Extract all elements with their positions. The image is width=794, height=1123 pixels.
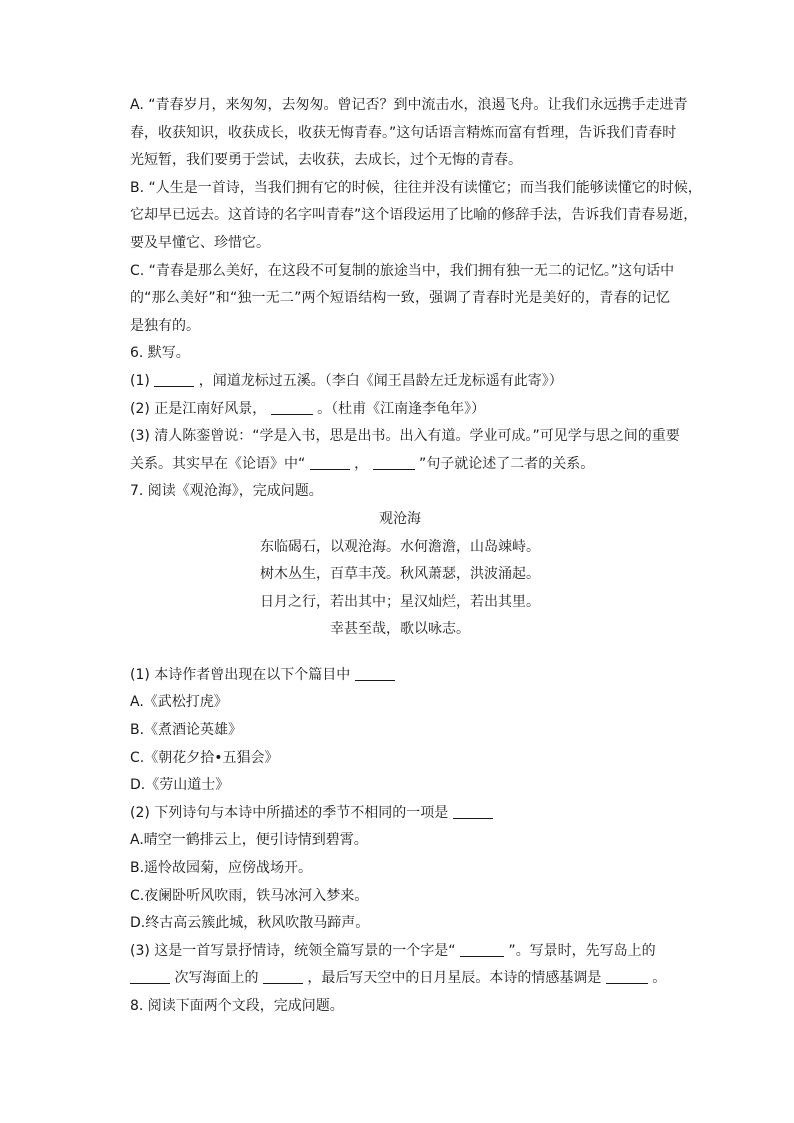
item-3-text: 关系。其实早在《论语》中“	[130, 455, 310, 472]
option-c	[130, 258, 675, 341]
item-3-sep: ，	[349, 455, 373, 472]
sub-3-text-b: 次写海面上的	[170, 970, 263, 987]
answer-blank[interactable]	[606, 967, 648, 984]
sub-2-option-a: A.晴空一鹤排云上，便引诗情到碧霄。	[130, 832, 368, 849]
answer-blank[interactable]	[373, 453, 415, 470]
sub-3-text-cont: ”。写景时，先写岛上的	[503, 942, 656, 959]
option-c-line-1: C. “青春是那么美好，在这段不可复制的旅途当中，我们拥有独一无二的记忆。”这句话中	[130, 262, 675, 279]
item-2-text: (2) 正是江南好风景，	[130, 400, 271, 417]
option-a	[130, 92, 688, 175]
answer-blank[interactable]	[355, 664, 395, 681]
question-6-item-2	[130, 396, 670, 424]
sub-1-option-c: C.《朝花夕拾•五猖会》	[130, 749, 279, 766]
option-b-line-2: 它却早已远去。这首诗的名字叫青春”这个语段运用了比喻的修辞手法，告诉我们青春易逝，	[130, 207, 698, 224]
answer-blank[interactable]	[310, 453, 350, 470]
sub-2-option-d: D.终古高云簇此城，秋风吹散马蹄声。	[130, 915, 370, 932]
poem-title: 观沧海	[379, 510, 421, 527]
sub-1-option-b: B.《煮酒论英雄》	[130, 722, 243, 739]
sub-3-text: (3) 这是一首写景抒情诗，统领全篇写景的一个字是“	[130, 942, 460, 959]
question-7-title: 7. 阅读《观沧海》，完成问题。	[130, 483, 323, 500]
sub-2-option-b: B.遥怜故园菊，应傍战场开。	[130, 860, 313, 877]
question-8-title: 8. 阅读下面两个文段，完成问题。	[130, 998, 344, 1014]
sub-2-text: (2) 下列诗句与本诗中所描述的季节不相同的一项是	[130, 804, 453, 821]
question-6-item-1	[130, 368, 670, 396]
sub-3-text-d: 。	[647, 970, 667, 987]
answer-blank[interactable]	[263, 967, 303, 984]
option-b-line-3: 要及早懂它、珍惜它。	[130, 234, 270, 251]
question-6-item-3-line-1: (3) 清人陈銮曾说：“学是入书，思是出书。出入有道。学业可成。”可见学与思之间的重要	[130, 428, 680, 445]
spacer	[130, 644, 670, 662]
question-7-sub-3-line-2	[130, 965, 670, 993]
answer-blank[interactable]	[271, 398, 313, 415]
sub-2-option-c: C.夜阑卧听风吹雨，铁马冰河入梦来。	[130, 887, 369, 904]
item-1-prefix: (1)	[130, 372, 155, 389]
answer-blank[interactable]	[154, 370, 194, 387]
item-1-text: ，闻道龙标过五溪。（李白《闻王昌龄左迁龙标遥有此寄》）	[194, 372, 563, 389]
option-a-line-1: A. “青春岁月，来匆匆，去匆匆。曾记否？到中流击水，浪遏飞舟。让我们永远携手走进青	[130, 97, 688, 113]
poem-line: 日月之行，若出其中；星汉灿烂，若出其里。	[260, 593, 540, 610]
question-6-item-3-line-2	[130, 451, 670, 479]
option-b-line-1: B. “人生是一首诗，当我们拥有它的时候，往往并没有读懂它；而当我们能够读懂它的时候，	[130, 179, 702, 196]
poem-line: 树木丛生，百草丰茂。秋风萧瑟，洪波涌起。	[260, 566, 540, 583]
option-a-line-2: 春，收获知识，收获成长，收获无悔青春。”这句话语言精炼而富有哲理，告诉我们青春时	[130, 124, 677, 141]
answer-blank[interactable]	[453, 802, 493, 819]
question-6-title: 6. 默写。	[130, 345, 190, 362]
question-7-sub-2	[130, 800, 670, 828]
sub-3-text-c: ，最后写天空中的日月星辰。本诗的情感基调是	[302, 970, 606, 987]
document-body	[130, 92, 702, 1021]
answer-blank[interactable]	[130, 967, 170, 984]
poem-line: 东临碣石，以观沧海。水何澹澹，山岛竦峙。	[260, 538, 540, 555]
poem-line: 幸甚至哉，歌以咏志。	[330, 621, 470, 638]
poem	[130, 506, 670, 644]
sub-1-option-d: D.《劳山道士》	[130, 777, 230, 794]
item-2-suffix: 。（杜甫《江南逢李龟年》）	[312, 400, 486, 417]
item-3-suffix: ”句子就论述了二者的关系。	[414, 455, 595, 472]
option-b	[130, 175, 702, 258]
sub-1-text: (1) 本诗作者曾出现在以下个篇目中	[130, 666, 355, 683]
sub-1-option-a: A.《武松打虎》	[130, 694, 228, 711]
option-a-line-3: 光短暂，我们要勇于尝试，去收获，去成长，过个无悔的青春。	[130, 152, 522, 169]
option-c-line-3: 是独有的。	[130, 317, 200, 334]
answer-blank[interactable]	[460, 940, 504, 957]
option-c-line-2: 的“那么美好”和“独一无二”两个短语结构一致，强调了青春时光是美好的，青春的记忆	[130, 290, 670, 307]
question-7-sub-3-line-1	[130, 938, 670, 966]
question-7-sub-1	[130, 662, 670, 690]
